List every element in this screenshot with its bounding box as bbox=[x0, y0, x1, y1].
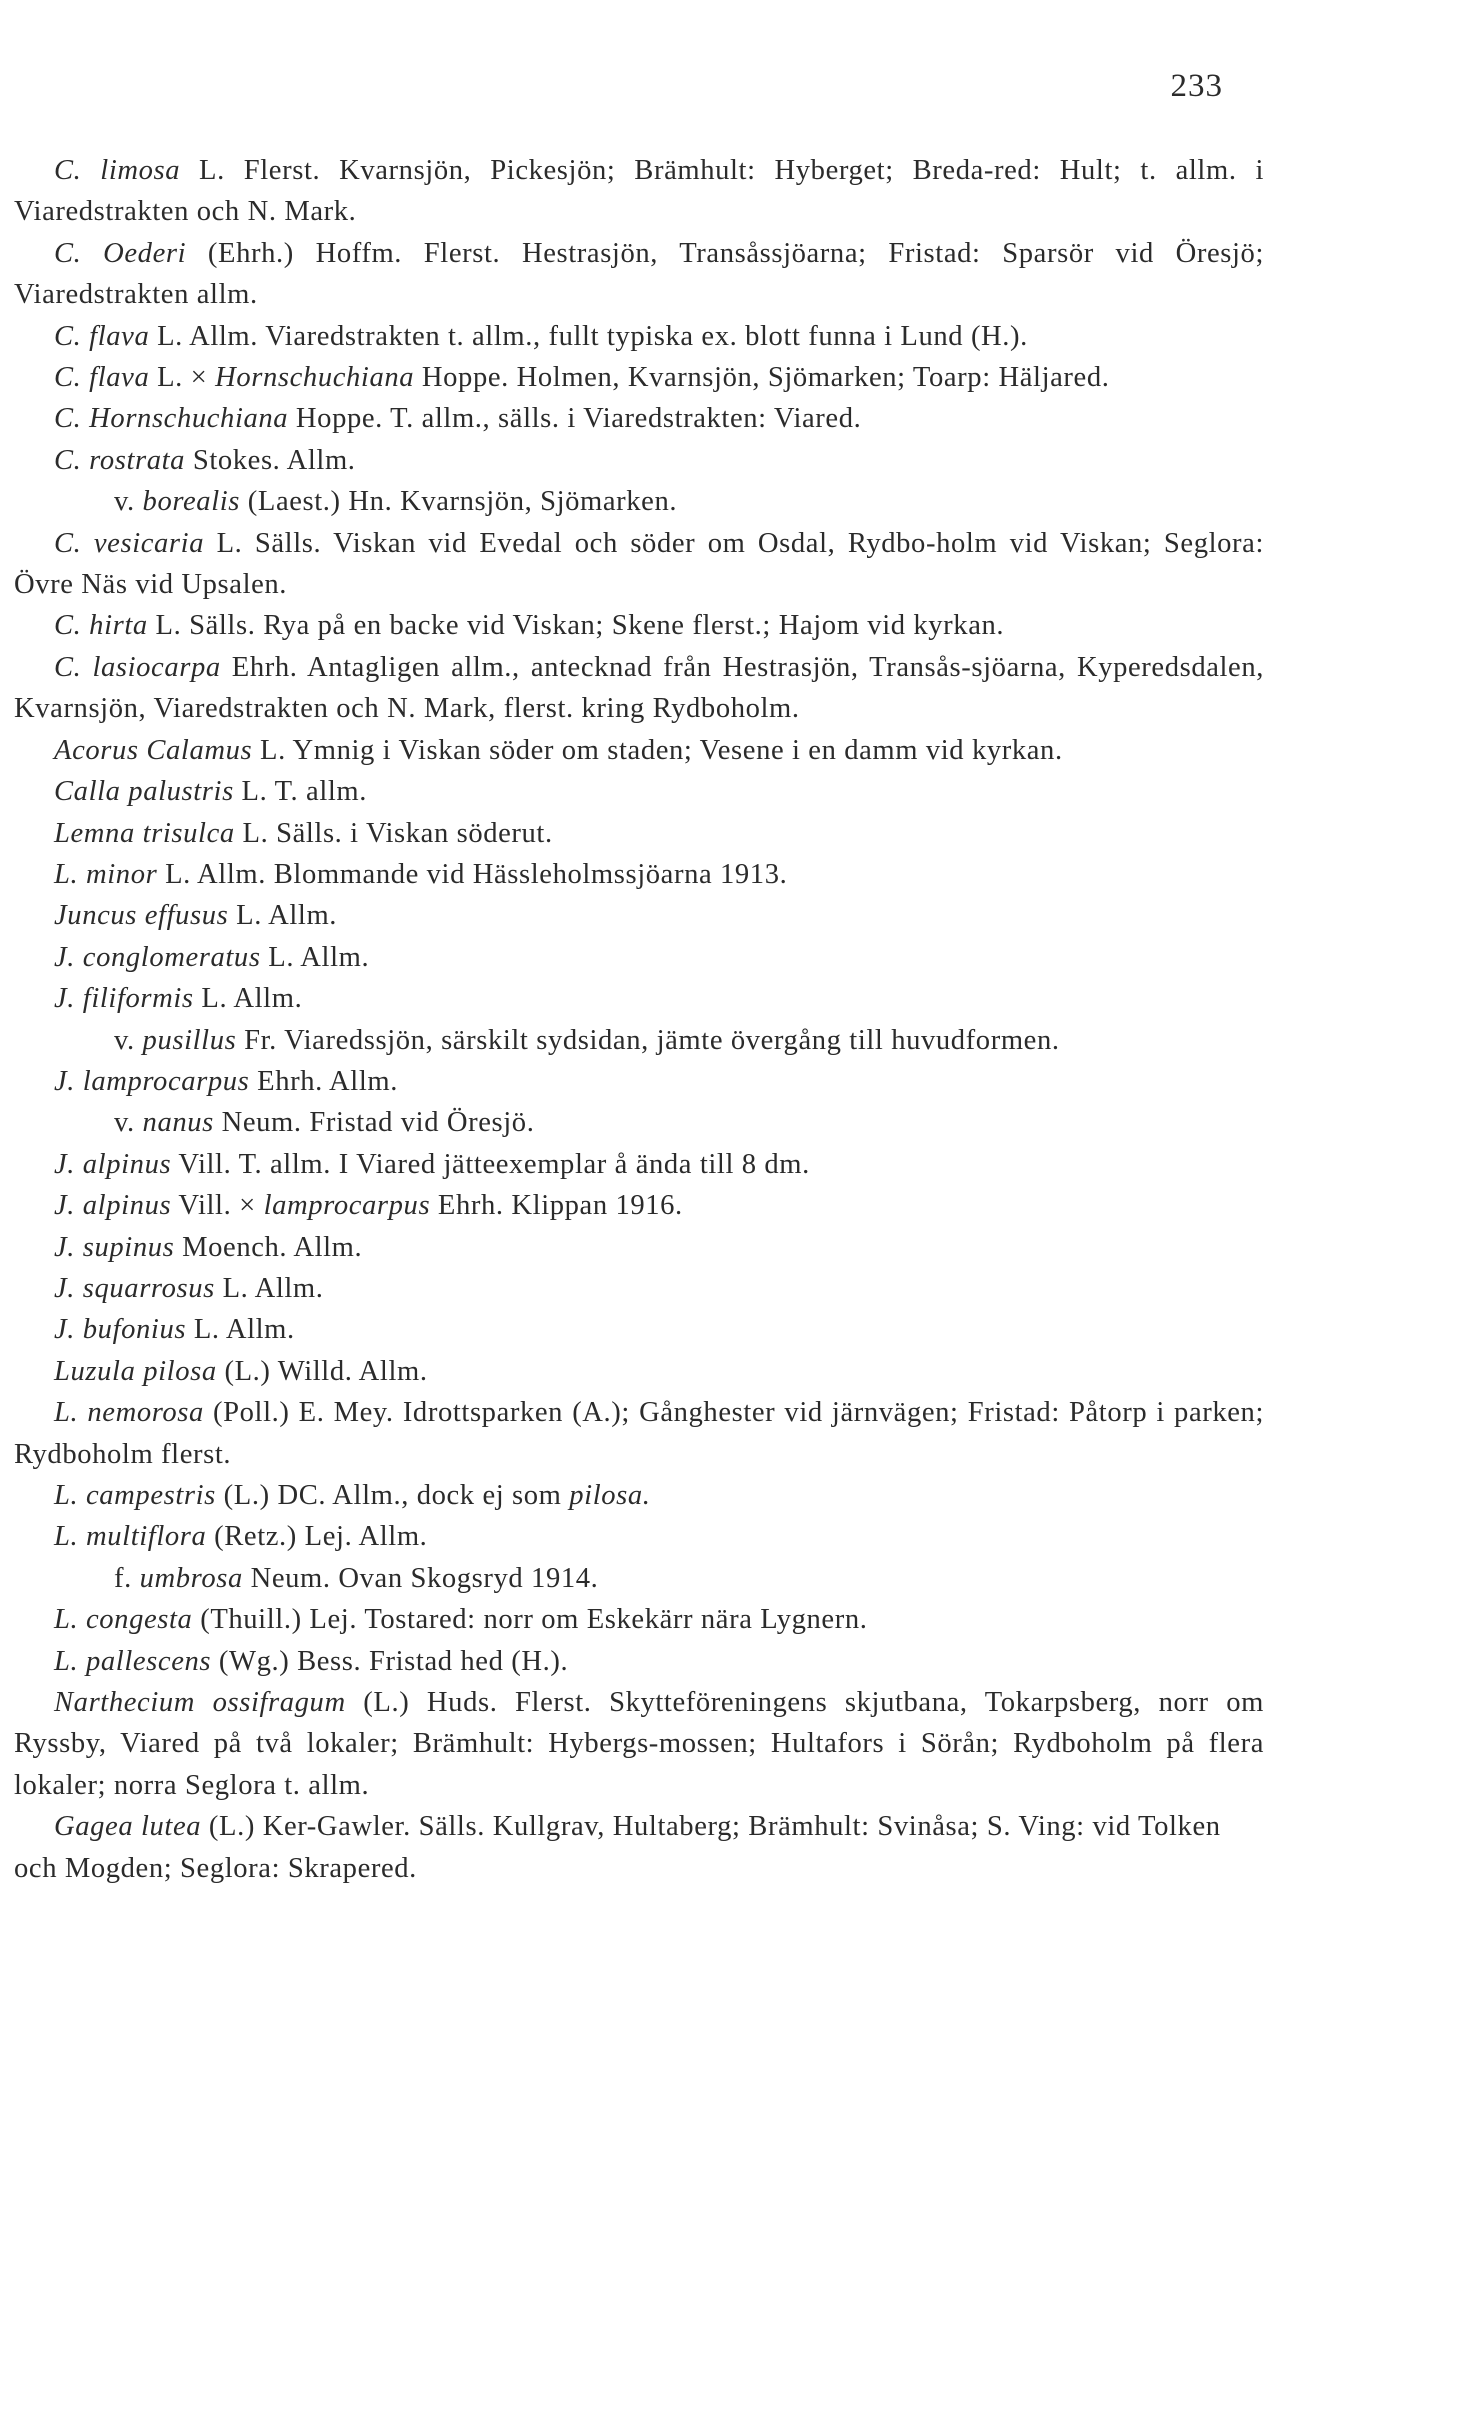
entry-text: L. Sälls. i Viskan söderut. bbox=[234, 817, 553, 849]
entry-text: Vill. × bbox=[171, 1190, 264, 1222]
entry-text: Moench. Allm. bbox=[174, 1231, 363, 1263]
taxon-name: C. Oederi bbox=[54, 237, 187, 269]
taxon-name: C. flava bbox=[54, 362, 150, 394]
entry-text: (Wg.) Bess. Fristad hed (H.). bbox=[211, 1645, 569, 1677]
taxon-name: J. supinus bbox=[54, 1231, 175, 1263]
taxon-name: Acorus Calamus bbox=[54, 734, 253, 766]
entry-text: v. bbox=[114, 486, 143, 518]
entry-calla-palustris bbox=[14, 771, 1264, 812]
entry-text: L. Allm. bbox=[193, 983, 303, 1015]
entry-text: L. Sälls. Rya på en backe vid Viskan; Skene flerst.; Hajom vid kyrkan. bbox=[147, 610, 1005, 642]
entry-text: (L.) Willd. Allm. bbox=[216, 1355, 428, 1387]
entry-text: L. Allm. bbox=[186, 1314, 295, 1346]
taxon-name: L. congesta bbox=[54, 1604, 193, 1636]
entry-var-borealis bbox=[14, 481, 1264, 522]
entry-lemna-trisulca bbox=[14, 813, 1264, 854]
entry-f-umbrosa bbox=[14, 1558, 1264, 1599]
entry-text: (L.) Ker-Gawler. Sälls. Kullgrav, Hultaberg; Brämhult: Svinåsa; S. Ving: vid Tolken och Mogden; Seglora: Skrapered. bbox=[14, 1811, 1221, 1884]
entry-juncus-alpinus bbox=[14, 1144, 1264, 1185]
entry-text: (Poll.) E. Mey. Idrottsparken (A.); Gånghester vid järnvägen; Fristad: Påtorp i parken; Rydboholm flerst. bbox=[14, 1397, 1264, 1470]
taxon-name: L. multiflora bbox=[54, 1521, 207, 1553]
entry-carex-hirta bbox=[14, 605, 1264, 646]
entry-juncus-squarrosus bbox=[14, 1268, 1264, 1309]
entry-juncus-alpinus-x-lamprocarpus bbox=[14, 1185, 1264, 1226]
entry-carex-rostrata bbox=[14, 440, 1264, 481]
entry-text: L. Allm. bbox=[260, 941, 370, 973]
species-list bbox=[14, 150, 1264, 1889]
entry-gagea-lutea bbox=[14, 1806, 1264, 1889]
entry-text: L. × bbox=[149, 362, 216, 394]
entry-text: (Retz.) Lej. Allm. bbox=[206, 1521, 428, 1553]
taxon-name: Gagea lutea bbox=[54, 1811, 202, 1843]
taxon-name: C. lasiocarpa bbox=[54, 651, 221, 683]
entry-var-pusillus bbox=[14, 1020, 1264, 1061]
entry-juncus-effusus bbox=[14, 895, 1264, 936]
taxon-name: C. limosa bbox=[54, 155, 181, 186]
entry-carex-hornschuchiana bbox=[14, 398, 1264, 439]
entry-carex-oederi bbox=[14, 233, 1264, 316]
entry-text: L. Allm. bbox=[214, 1272, 324, 1304]
taxon-name: L. minor bbox=[54, 858, 158, 890]
taxon-name: Narthecium ossifragum bbox=[54, 1687, 346, 1719]
taxon-name: C. vesicaria bbox=[54, 527, 205, 559]
taxon-name: J. alpinus bbox=[54, 1190, 172, 1222]
entry-text: (Thuill.) Lej. Tostared: norr om Eskekärr nära Lygnern. bbox=[192, 1604, 868, 1636]
taxon-name: lamprocarpus bbox=[263, 1190, 431, 1222]
entry-var-nanus bbox=[14, 1102, 1264, 1143]
entry-text: Hoppe. T. allm., sälls. i Viaredstrakten: Viared. bbox=[288, 403, 862, 435]
entry-luzula-pallescens bbox=[14, 1641, 1264, 1682]
entry-text: Stokes. Allm. bbox=[185, 444, 356, 476]
taxon-name: J. conglomeratus bbox=[54, 941, 261, 973]
entry-text: Ehrh. Antagligen allm., antecknad från Hestrasjön, Transås-sjöarna, Kyperedsdalen, Kvarnsjön, Viaredstrakten och N. Mark, flerst. kring Rydboholm. bbox=[14, 651, 1264, 725]
entry-text: v. bbox=[114, 1024, 143, 1056]
entry-luzula-pilosa bbox=[14, 1351, 1264, 1392]
taxon-name: J. alpinus bbox=[54, 1148, 172, 1180]
taxon-name: L. campestris bbox=[54, 1480, 216, 1511]
entry-luzula-congesta bbox=[14, 1599, 1264, 1640]
entry-text: L. Ymnig i Viskan söder om staden; Vesene i en damm vid kyrkan. bbox=[252, 734, 1063, 766]
entry-text: L. Allm. Blommande vid Hässleholmssjöarna 1913. bbox=[157, 858, 788, 890]
taxon-name: J. bufonius bbox=[54, 1314, 187, 1346]
taxon-name: Calla palustris bbox=[54, 776, 234, 808]
taxon-name: Luzula pilosa bbox=[54, 1355, 217, 1387]
taxon-name: C. rostrata bbox=[54, 444, 186, 476]
entry-carex-vesicaria bbox=[14, 523, 1264, 606]
taxon-name: pilosa. bbox=[569, 1480, 651, 1511]
taxon-name: C. Hornschuchiana bbox=[54, 403, 289, 435]
taxon-name: C. hirta bbox=[54, 610, 148, 642]
entry-juncus-lamprocarpus bbox=[14, 1061, 1264, 1102]
taxon-name: L. nemorosa bbox=[54, 1397, 204, 1429]
entry-text: (L.) DC. Allm., dock ej som bbox=[215, 1480, 570, 1511]
entry-text: f. bbox=[114, 1562, 140, 1594]
entry-text: L. T. allm. bbox=[233, 776, 368, 808]
taxon-name: Juncus effusus bbox=[54, 900, 229, 932]
entry-acorus-calamus bbox=[14, 730, 1264, 771]
entry-text: L. Flerst. Kvarnsjön, Pickesjön; Brämhult: Hyberget; Breda-red: Hult; t. allm. i Viaredstrakten och N. Mark. bbox=[14, 155, 1264, 228]
entry-narthecium-ossifragum bbox=[14, 1682, 1264, 1806]
page-number: 233 bbox=[1170, 68, 1223, 104]
entry-juncus-supinus bbox=[14, 1227, 1264, 1268]
taxon-name: Hornschuchiana bbox=[215, 362, 415, 394]
taxon-name: umbrosa bbox=[139, 1562, 243, 1594]
entry-luzula-multiflora bbox=[14, 1516, 1264, 1557]
entry-lemna-minor bbox=[14, 854, 1264, 895]
entry-carex-lasiocarpa bbox=[14, 647, 1264, 730]
taxon-name: J. lamprocarpus bbox=[54, 1065, 250, 1097]
taxon-name: Lemna trisulca bbox=[54, 817, 235, 849]
taxon-name: nanus bbox=[142, 1107, 214, 1139]
entry-text: (Laest.) Hn. Kvarnsjön, Sjömarken. bbox=[240, 486, 678, 518]
entry-text: Vill. T. allm. I Viared jätteexemplar å ända till 8 dm. bbox=[171, 1148, 810, 1180]
entry-text: v. bbox=[114, 1107, 143, 1139]
taxon-name: borealis bbox=[142, 486, 241, 518]
entry-text: L. Sälls. Viskan vid Evedal och söder om Osdal, Rydbo-holm vid Viskan; Seglora: Övre Näs vid Upsalen. bbox=[14, 527, 1264, 601]
entry-carex-flava-x-hornschuchiana bbox=[14, 357, 1264, 398]
taxon-name: L. pallescens bbox=[54, 1645, 212, 1677]
entry-text: L. Allm. bbox=[228, 900, 338, 932]
entry-juncus-conglomeratus bbox=[14, 937, 1264, 978]
taxon-name: pusillus bbox=[142, 1024, 237, 1056]
entry-text: Hoppe. Holmen, Kvarnsjön, Sjömarken; Toarp: Häljared. bbox=[414, 362, 1110, 394]
entry-text: Neum. Ovan Skogsryd 1914. bbox=[242, 1562, 599, 1594]
entry-text: Ehrh. Allm. bbox=[249, 1065, 398, 1097]
entry-luzula-campestris bbox=[14, 1475, 1264, 1516]
taxon-name: J. filiformis bbox=[54, 983, 194, 1015]
entry-text: Ehrh. Klippan 1916. bbox=[430, 1190, 683, 1222]
entry-text: Fr. Viaredssjön, särskilt sydsidan, jämte övergång till huvudformen. bbox=[236, 1024, 1060, 1056]
entry-carex-limosa bbox=[14, 150, 1264, 233]
entry-text: Neum. Fristad vid Öresjö. bbox=[213, 1107, 535, 1139]
entry-juncus-bufonius bbox=[14, 1309, 1264, 1350]
entry-text: (Ehrh.) Hoffm. Flerst. Hestrasjön, Transåssjöarna; Fristad: Sparsör vid Öresjö; Viaredstrakten allm. bbox=[14, 237, 1264, 311]
entry-luzula-nemorosa bbox=[14, 1392, 1264, 1475]
entry-text: L. Allm. Viaredstrakten t. allm., fullt typiska ex. blott funna i Lund (H.). bbox=[149, 320, 1028, 352]
taxon-name: J. squarrosus bbox=[54, 1272, 215, 1304]
entry-carex-flava bbox=[14, 316, 1264, 357]
taxon-name: C. flava bbox=[54, 320, 150, 352]
entry-text: (L.) Huds. Flerst. Skytteföreningens skjutbana, Tokarpsberg, norr om Ryssby, Viared på två lokaler; Brämhult: Hybergs-mossen; Hultafors i Sörån; Rydboholm på flera lokaler; norra Seglora t. allm. bbox=[14, 1687, 1264, 1801]
entry-juncus-filiformis bbox=[14, 978, 1264, 1019]
